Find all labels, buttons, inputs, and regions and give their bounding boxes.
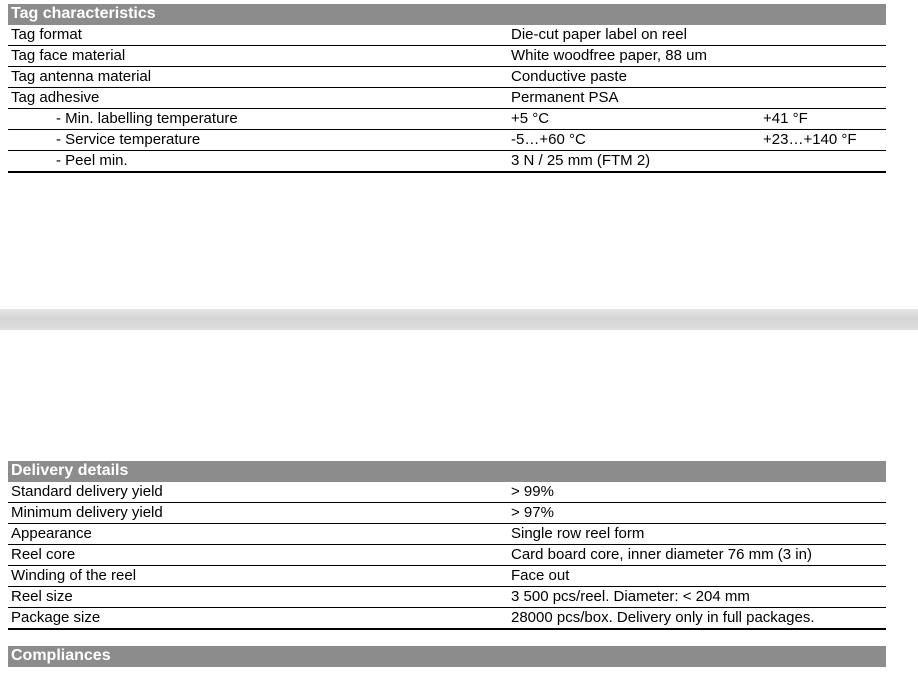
row-label: Winding of the reel: [11, 567, 137, 584]
table-row: [8, 46, 886, 67]
row-value: 28000 pcs/box. Delivery only in full packages.: [511, 609, 815, 626]
table-row: [8, 608, 886, 630]
row-label: Minimum delivery yield: [11, 504, 163, 521]
row-label: Tag face material: [11, 47, 126, 64]
table-row: [8, 482, 886, 503]
row-value: > 97%: [511, 504, 554, 521]
table-row: [8, 545, 886, 566]
tag-characteristics-section: [8, 4, 886, 173]
row-value: Card board core, inner diameter 76 mm (3 in): [511, 546, 812, 563]
row-label: Tag format: [11, 26, 82, 43]
section-header-compliances: Compliances: [8, 646, 886, 667]
compliances-section: [8, 646, 886, 667]
row-value-imperial: +41 °F: [763, 110, 808, 127]
table-row: [8, 566, 886, 587]
row-label: Tag antenna material: [11, 68, 152, 85]
row-value: +5 °C: [511, 110, 550, 127]
table-row: [8, 587, 886, 608]
delivery-details-section: [8, 461, 886, 630]
row-value: White woodfree paper, 88 um: [511, 47, 707, 64]
row-value: Permanent PSA: [511, 89, 619, 106]
row-value: Conductive paste: [511, 68, 627, 85]
table-row: [8, 109, 886, 130]
row-value: 3 500 pcs/reel. Diameter: < 204 mm: [511, 588, 750, 605]
row-value: > 99%: [511, 483, 554, 500]
row-label: - Min. labelling temperature: [56, 110, 238, 127]
row-label: Appearance: [11, 525, 92, 542]
table-row: [8, 67, 886, 88]
table-row: [8, 88, 886, 109]
row-label: Package size: [11, 609, 101, 626]
row-value: Face out: [511, 567, 570, 584]
table-row: [8, 503, 886, 524]
row-label: Reel size: [11, 588, 73, 605]
row-value-imperial: +23…+140 °F: [763, 131, 857, 148]
table-row: [8, 524, 886, 545]
table-row: [8, 151, 886, 173]
section-header-tag-characteristics: Tag characteristics: [8, 4, 886, 25]
row-label: Standard delivery yield: [11, 483, 163, 500]
section-header-delivery-details: Delivery details: [8, 461, 886, 482]
table-row: [8, 25, 886, 46]
table-row: [8, 130, 886, 151]
row-label: Reel core: [11, 546, 76, 563]
page-break-separator: [0, 309, 918, 330]
row-label: - Peel min.: [56, 152, 128, 169]
row-value: Die-cut paper label on reel: [511, 26, 687, 43]
row-value: -5…+60 °C: [511, 131, 586, 148]
row-value: Single row reel form: [511, 525, 645, 542]
row-label: Tag adhesive: [11, 89, 100, 106]
row-label: - Service temperature: [56, 131, 201, 148]
row-value: 3 N / 25 mm (FTM 2): [511, 152, 651, 169]
